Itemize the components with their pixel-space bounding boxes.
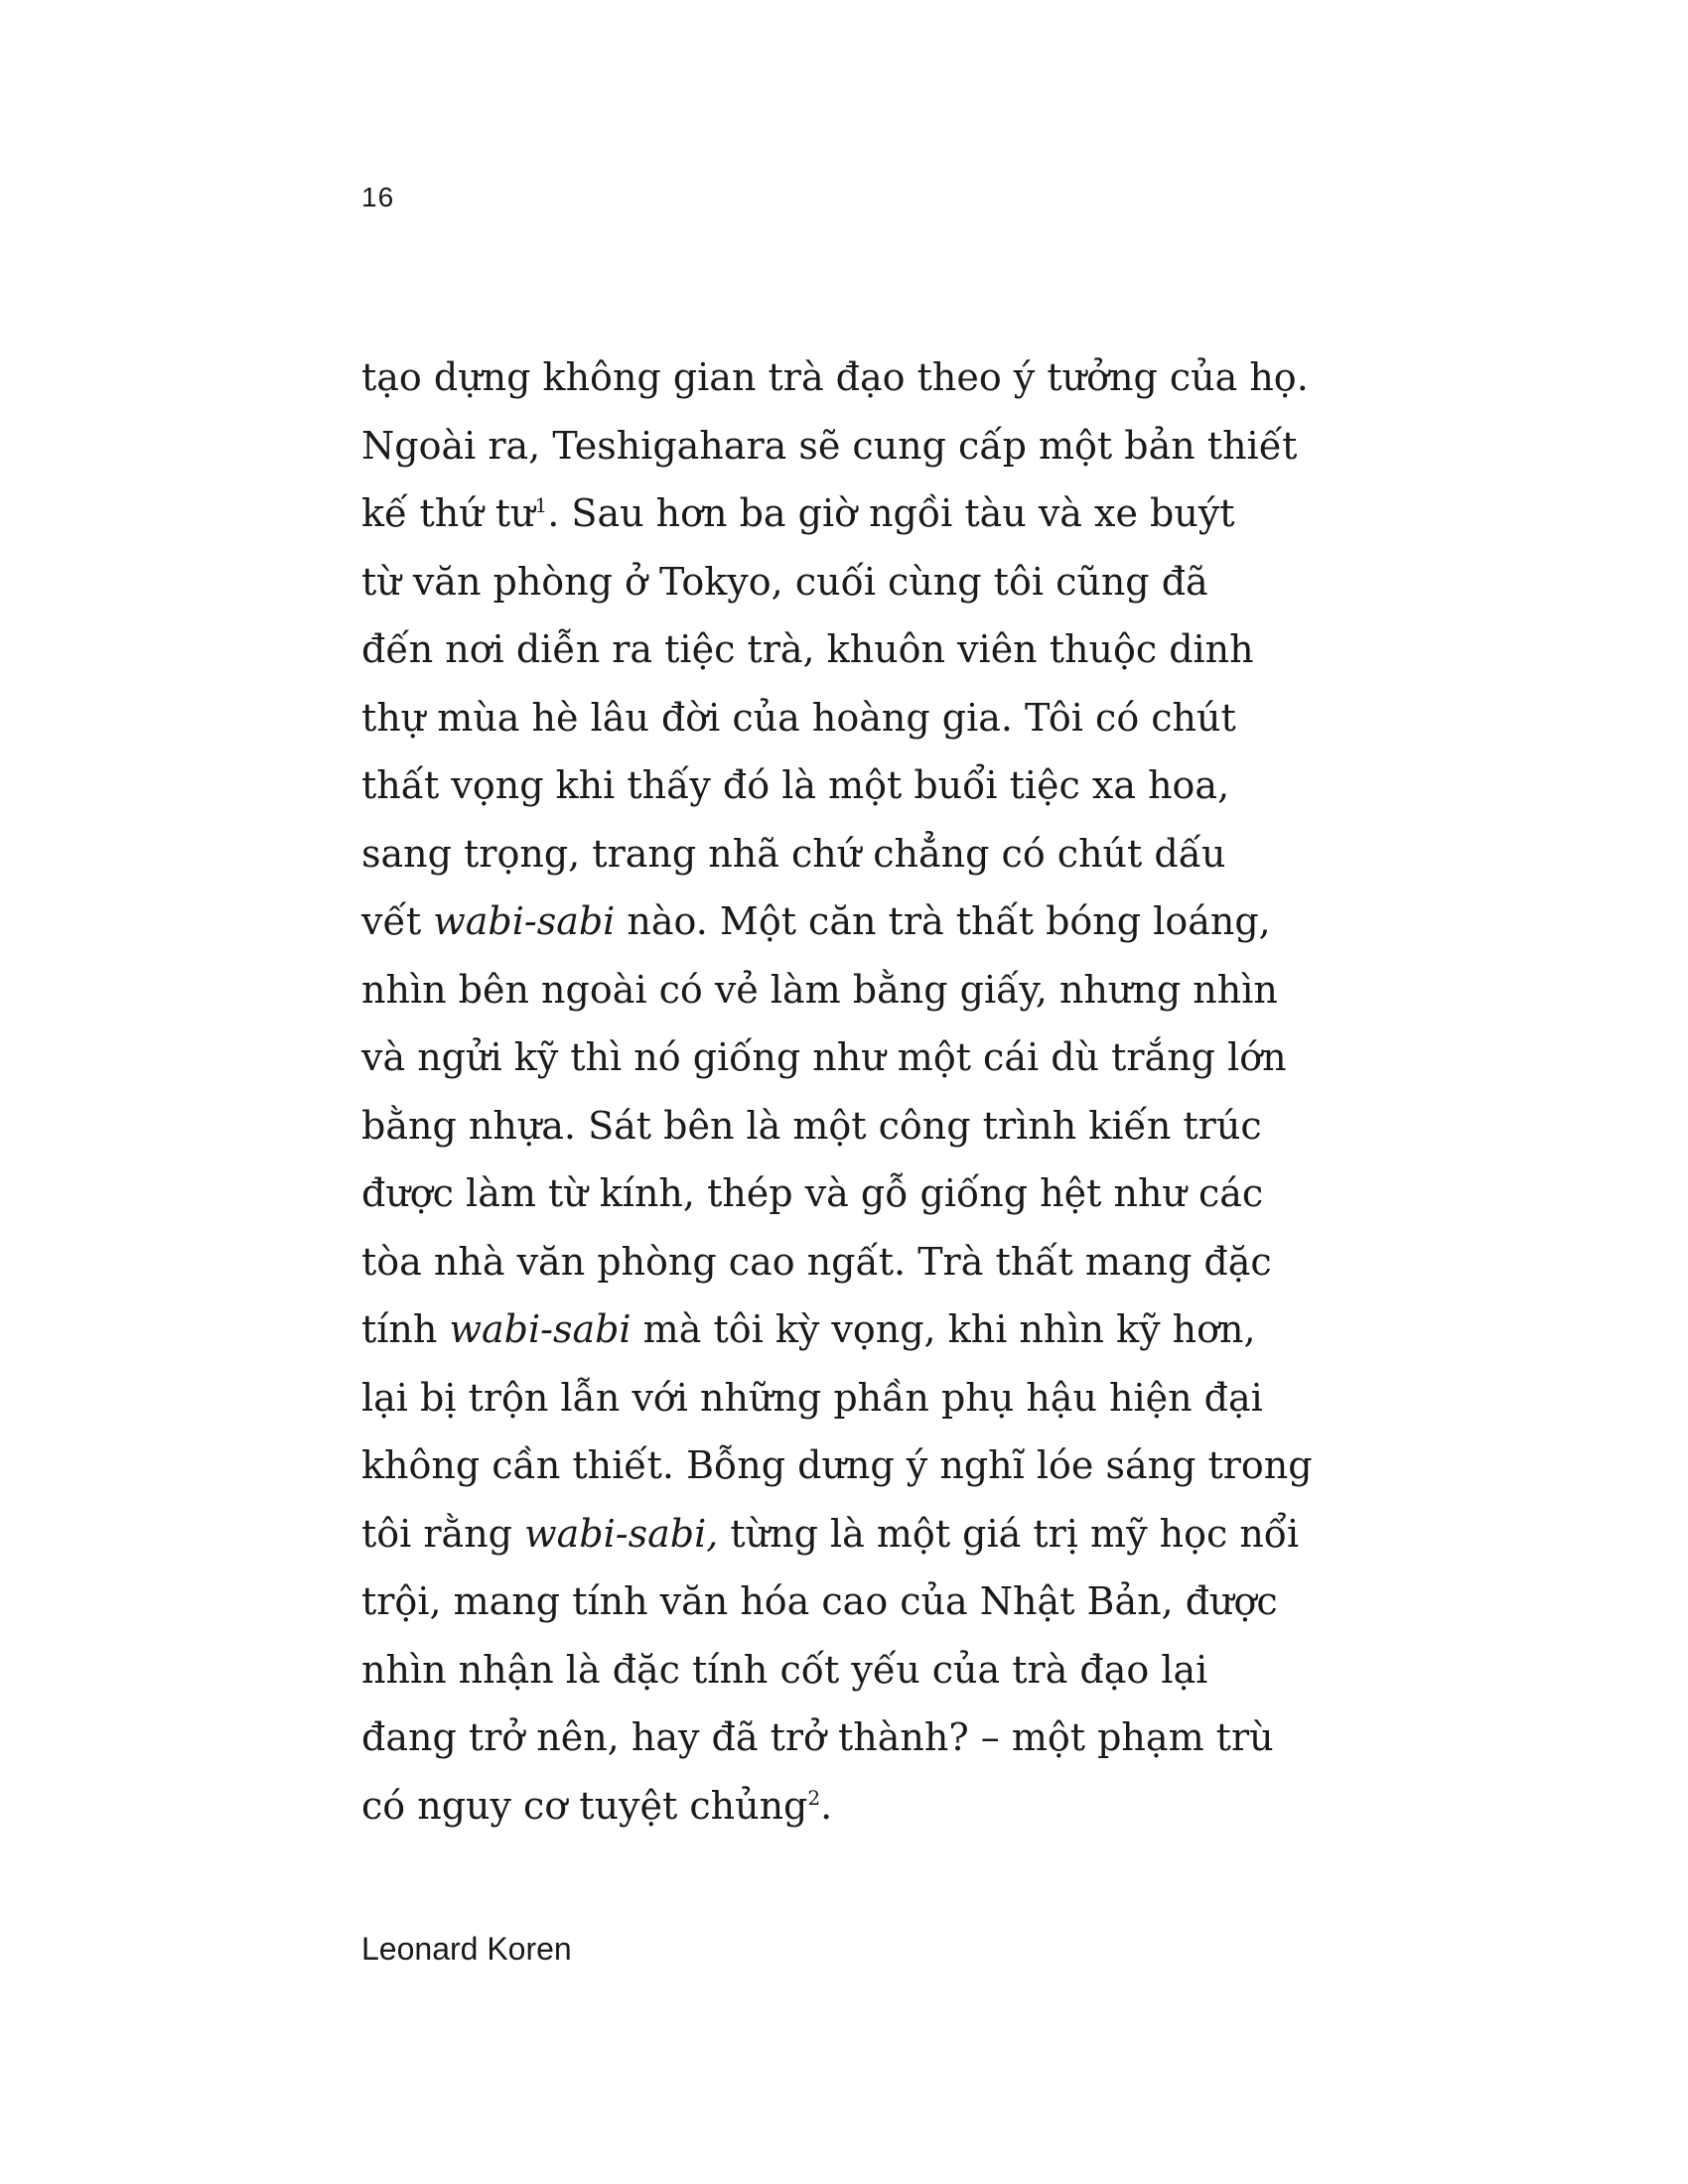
footnote-marker: 2: [807, 1785, 821, 1810]
text-segment: nhìn bên ngoài có vẻ làm bằng giấy, nhưng nhìn: [361, 967, 1278, 1012]
text-segment: từng là một giá trị mỹ học nổi: [718, 1511, 1300, 1556]
text-segment: nào. Một căn trà thất bóng loáng,: [615, 899, 1271, 943]
text-line: [361, 1500, 1300, 1569]
italic-term: wabi-sabi: [449, 1307, 632, 1351]
text-line: [361, 887, 1295, 956]
body-text: [361, 343, 1313, 1840]
text-segment: lại bị trộn lẫn với những phần phụ hậu hiện đại: [361, 1375, 1263, 1420]
text-segment: trội, mang tính văn hóa cao của Nhật Bản, được: [361, 1579, 1278, 1623]
text-line: [361, 548, 1295, 616]
text-segment: đến nơi diễn ra tiệc trà, khuôn viên thuộc dinh: [361, 627, 1254, 671]
text-segment: bằng nhựa. Sát bên là một công trình kiến trúc: [361, 1103, 1262, 1148]
text-segment: . Sau hơn ba giờ ngồi tàu và xe buýt: [547, 491, 1235, 535]
text-segment: có nguy cơ tuyệt chủng: [361, 1783, 808, 1828]
italic-term: wabi-sabi: [433, 899, 616, 943]
text-line: [361, 343, 1309, 412]
text-line: [361, 412, 1298, 480]
text-segment: tạo dựng không gian trà đạo theo ý tưởng của họ.: [361, 355, 1309, 399]
text-line: [361, 1432, 1313, 1500]
text-segment: thự mùa hè lâu đời của hoàng gia. Tôi có chút: [361, 695, 1236, 740]
text-line: [361, 820, 1295, 888]
text-line: [361, 1160, 1295, 1228]
text-line: [361, 956, 1295, 1024]
text-segment: thất vọng khi thấy đó là một buổi tiệc xa hoa,: [361, 763, 1230, 807]
text-line: [361, 1568, 1295, 1636]
text-segment: và ngửi kỹ thì nó giống như một cái dù trắng lớn: [361, 1035, 1287, 1079]
text-line: [361, 1772, 1295, 1841]
text-line: [361, 1092, 1295, 1160]
text-line: [361, 1228, 1295, 1297]
text-segment: Ngoài ra, Teshigahara sẽ cung cấp một bản thiết: [361, 423, 1298, 468]
text-line: [361, 684, 1295, 752]
text-segment: mà tôi kỳ vọng, khi nhìn kỹ hơn,: [631, 1307, 1256, 1351]
text-line: [361, 479, 1295, 548]
text-segment: từ văn phòng ở Tokyo, cuối cùng tôi cũng đã: [361, 559, 1208, 604]
text-segment: .: [820, 1783, 833, 1828]
text-segment: kế thứ tư: [361, 491, 535, 535]
text-line: [361, 1364, 1295, 1433]
text-segment: tôi rằng: [361, 1511, 525, 1556]
text-segment: không cần thiết. Bỗng dưng ý nghĩ lóe sáng trong: [361, 1443, 1313, 1487]
text-line: [361, 1024, 1295, 1092]
italic-term: wabi-sabi,: [524, 1511, 719, 1556]
text-line: [361, 751, 1295, 820]
text-line: [361, 1296, 1295, 1364]
text-line: [361, 615, 1295, 684]
text-segment: được làm từ kính, thép và gỗ giống hệt như các: [361, 1171, 1264, 1215]
footnote-marker: 1: [534, 493, 548, 517]
text-segment: đang trở nên, hay đã trở thành? – một phạm trù: [361, 1715, 1274, 1759]
text-segment: tính: [361, 1307, 450, 1351]
text-line: [361, 1636, 1295, 1705]
text-segment: sang trọng, trang nhã chứ chẳng có chút dấu: [361, 831, 1226, 876]
text-segment: nhìn nhận là đặc tính cốt yếu của trà đạo lại: [361, 1647, 1208, 1692]
text-segment: tòa nhà văn phòng cao ngất. Trà thất mang đặc: [361, 1239, 1272, 1284]
text-segment: vết: [361, 899, 434, 943]
running-footer-author: Leonard Koren: [361, 1931, 572, 1967]
page-number: 16: [361, 182, 395, 212]
text-line: [361, 1704, 1295, 1772]
